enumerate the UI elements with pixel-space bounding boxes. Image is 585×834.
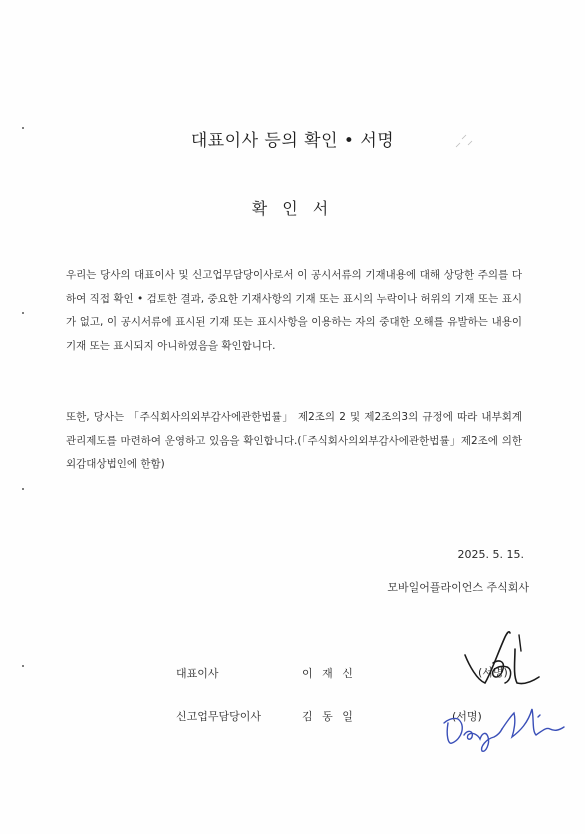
reporting-director-name: 김 동 일: [302, 710, 356, 723]
ceo-title: 대표이사: [176, 667, 219, 680]
internal-control-paragraph: 또한, 당사는 「주식회사의외부감사에관한법률」 제2조의 2 및 제2조의3의 규정에 따라 내부회계관리제도를 마련하여 운영하고 있음을 확인합니다.(「주식회사의외부감사에관한법률」제2조에 의한 외감대상법인에 한함): [66, 411, 522, 470]
ceo-name: 이 재 신: [302, 667, 356, 680]
document-date: 2025. 5. 15.: [457, 548, 524, 561]
scan-speck: [22, 665, 24, 667]
document-title: 대표이사 등의 확인 • 서명: [190, 131, 395, 151]
document-subtitle: 확 인 서: [251, 199, 334, 218]
ceo-sign-label: (서명): [478, 666, 508, 679]
reporting-director-sign-label: (서명): [452, 710, 482, 723]
scan-speck: [22, 312, 24, 314]
reporting-director-title: 신고업무담당이사: [176, 710, 262, 723]
company-name: 모바일어플라이언스 주식회사: [387, 581, 529, 594]
scan-speck: [22, 127, 24, 129]
reporting-director-signature: [440, 695, 575, 760]
ceo-signature: [455, 625, 550, 695]
scan-speck: [22, 488, 24, 490]
scan-mark: [450, 125, 480, 155]
confirmation-paragraph: 우리는 당사의 대표이사 및 신고업무담당이사로서 이 공시서류의 기재내용에 대해 상당한 주의를 다하여 직접 확인 • 검토한 결과, 중요한 기재사항의 기재 또는 표시의 누락이나 허위의 기재 또는 표시가 없고, 이 공시서류에 표시된 기재 또는 표시사항을 이용하는 자의 중대한 오해를 유발하는 내용이 기재 또는 표시되지 아니하였음을 확인합니다.: [66, 269, 522, 352]
